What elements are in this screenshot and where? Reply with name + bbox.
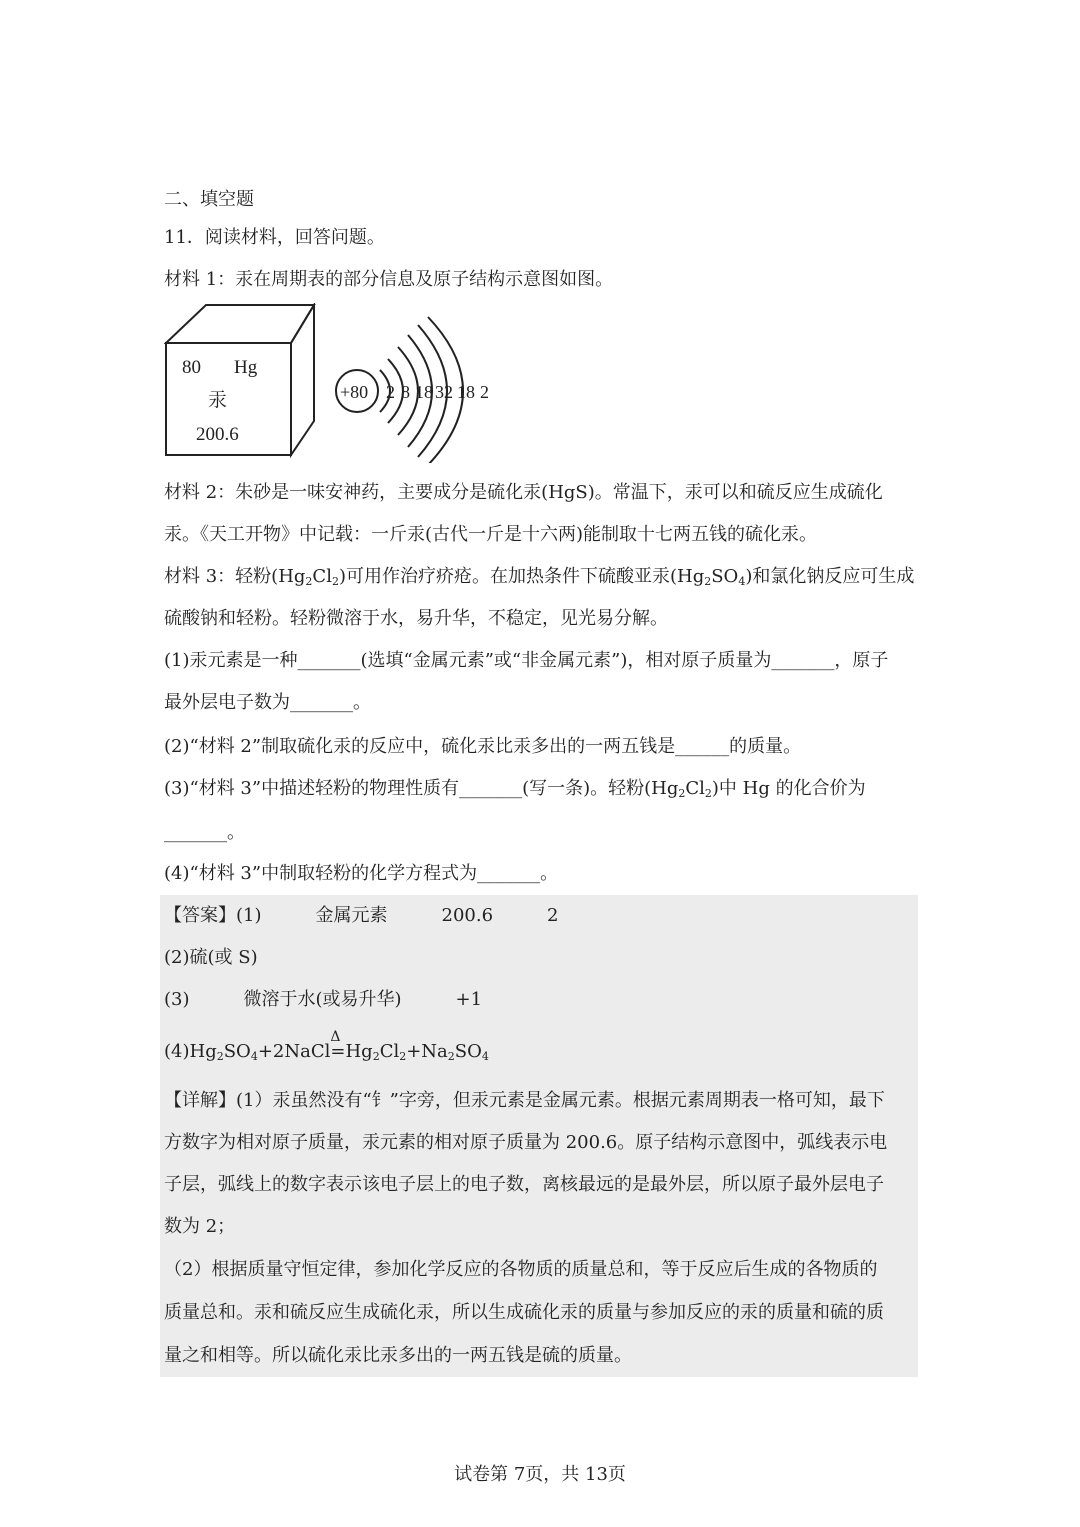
eq-part-3: +2NaCl	[257, 1041, 331, 1062]
answer-3	[164, 988, 924, 1012]
explanation-line-4: 数为 2；	[164, 1216, 236, 1237]
shell-5-count: 18	[457, 382, 475, 402]
question-1-line-1: (1)汞元素是一种_______(选填“金属元素”或“非金属元素”)，相对原子质量为_______，原子	[164, 650, 889, 671]
explanation-line-3: 子层，弧线上的数字表示该电子层上的电子数，离核最远的是最外层，所以原子最外层电子	[164, 1174, 884, 1195]
answer-4-equation	[164, 1029, 924, 1064]
material-3-line-2: 硫酸钠和轻粉。轻粉微溶于水，易升华，不稳定，见光易分解。	[164, 608, 668, 629]
eq-sub-3: 2	[372, 1050, 380, 1063]
question-3-line-2: _______。	[164, 822, 245, 843]
explanation-line-5: （2）根据质量守恒定律，参加化学反应的各物质的质量总和，等于反应后生成的各物质的	[164, 1259, 878, 1280]
eq-part-7: SO	[454, 1041, 482, 1062]
shell-3-count: 18	[415, 382, 433, 402]
answer-2: (2)硫(或 S)	[164, 947, 258, 968]
material-2-line-1: 材料 2：朱砂是一味安神药，主要成分是硫化汞(HgS)。常温下，汞可以和硫反应生成硫化	[164, 482, 883, 503]
eq-part-6: +Na	[406, 1041, 448, 1062]
answer-1	[164, 904, 924, 928]
element-number: 80	[182, 357, 201, 378]
equals-sign: =	[330, 1041, 346, 1062]
section-title: 二、填空题	[164, 189, 254, 210]
delta-symbol: Δ	[330, 1029, 341, 1045]
answer-1-value-3: 2	[547, 905, 559, 926]
element-name: 汞	[208, 389, 228, 411]
m3-text-e: )可用作治疗疥疮。在加热条件下硫酸亚汞(Hg	[338, 566, 705, 587]
answer-1-value-1: 金属元素	[315, 905, 388, 926]
eq-sub-2: 4	[250, 1050, 258, 1063]
answer-3-value-1: 微溶于水(或易升华)	[243, 989, 402, 1010]
eq-sub-6: 4	[481, 1050, 489, 1063]
shell-2-count: 8	[401, 382, 410, 402]
answer-3-label: (3)	[164, 989, 190, 1010]
shell-electron-counts	[386, 382, 489, 402]
explanation-line-1: 【详解】(1）汞虽然没有“钅”字旁，但汞元素是金属元素。根据元素周期表一格可知，最下	[164, 1090, 885, 1111]
element-and-atom-figure	[164, 303, 504, 463]
answer-1-value-2: 200.6	[441, 905, 494, 926]
m3-sub-h: 4	[738, 575, 746, 588]
eq-part-5: Cl	[379, 1041, 400, 1062]
q3-text-a: (3)“材料 3”中描述轻粉的物理性质有_______(写一条)。轻粉(Hg	[164, 778, 679, 799]
material-1: 材料 1：汞在周期表的部分信息及原子结构示意图如图。	[164, 269, 614, 290]
shell-1-count: 2	[386, 382, 395, 402]
explanation-line-7: 量之和相等。所以硫化汞比汞多出的一两五钱是硫的质量。	[164, 1345, 632, 1366]
eq-part-1: (4)Hg	[164, 1041, 217, 1062]
nucleus-charge: +80	[340, 382, 369, 402]
question-1-line-2: 最外层电子数为_______。	[164, 692, 371, 713]
element-symbol: Hg	[234, 357, 258, 378]
m3-text-a: 材料 3：轻粉(Hg	[164, 566, 306, 587]
m3-text-c: Cl	[312, 566, 332, 587]
element-card-cube	[166, 305, 314, 455]
question-4: (4)“材料 3”中制取轻粉的化学方程式为_______。	[164, 863, 559, 884]
q3-text-e: )中 Hg 的化合价为	[711, 778, 866, 799]
q3-sub-b: 2	[678, 787, 686, 800]
q3-sub-d: 2	[704, 787, 712, 800]
question-stem: 11．阅读材料，回答问题。	[164, 227, 385, 248]
eq-sub-1: 2	[216, 1050, 224, 1063]
material-3-line-1	[164, 565, 924, 589]
shell-4-count: 32	[435, 382, 453, 402]
question-2: (2)“材料 2”制取硫化汞的反应中，硫化汞比汞多出的一两五钱是______的质量。	[164, 736, 802, 757]
page-footer: 试卷第 7页，共 13页	[454, 1464, 626, 1485]
heating-condition-sign	[330, 1029, 346, 1064]
answer-3-value-2: +1	[455, 989, 483, 1010]
m3-text-i: )和氯化钠反应可生成	[745, 566, 915, 587]
explanation-line-6: 质量总和。汞和硫反应生成硫化汞，所以生成硫化汞的质量与参加反应的汞的质量和硫的质	[164, 1302, 884, 1323]
m3-text-g: SO	[711, 566, 739, 587]
m3-sub-b: 2	[305, 575, 313, 588]
eq-sub-5: 2	[447, 1050, 455, 1063]
eq-part-2: SO	[223, 1041, 251, 1062]
eq-sub-4: 2	[399, 1050, 407, 1063]
explanation-line-2: 方数字为相对原子质量，汞元素的相对原子质量为 200.6。原子结构示意图中，弧线表示电	[164, 1132, 888, 1153]
m3-sub-f: 2	[704, 575, 712, 588]
eq-part-4: Hg	[345, 1041, 373, 1062]
q3-text-c: Cl	[685, 778, 705, 799]
material-2-line-2: 汞。《天工开物》中记载：一斤汞(古代一斤是十六两)能制取十七两五钱的硫化汞。	[164, 524, 818, 545]
element-mass: 200.6	[196, 424, 239, 445]
m3-sub-d: 2	[331, 575, 339, 588]
question-3-line-1	[164, 777, 924, 801]
shell-6-count: 2	[480, 382, 489, 402]
answer-label: 【答案】(1)	[164, 905, 262, 926]
